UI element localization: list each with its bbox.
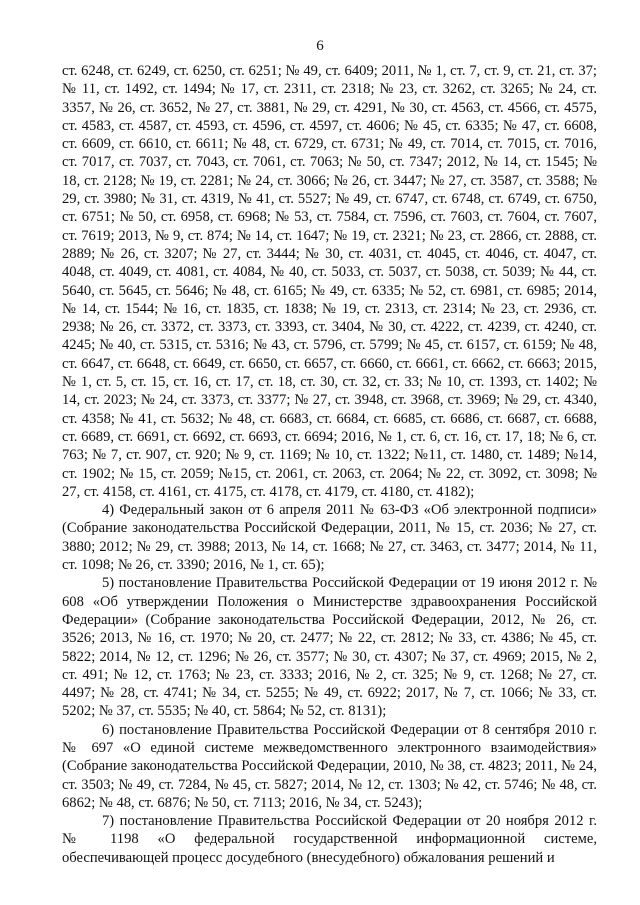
- paragraph-citations-continued: ст. 6248, ст. 6249, ст. 6250, ст. 6251; № 49, ст. 6409; 2011, № 1, ст. 7, ст. 9, ст. 21, ст. 37; № 11, ст. 1492, ст. 1494; № 17, ст. 2311, ст. 2318; № 23, ст. 3262, ст. 3265; № 24, ст. 3357, № 26, ст. 3652, № 27, ст. 3881, № 29, ст. 4291, № 30, ст. 4563, ст. 4566, ст. 4575, ст. 4583, ст. 4587, ст. 4593, ст. 4596, ст. 4597, ст. 4606; № 45, ст. 6335; № 47, ст. 6608, ст. 6609, ст. 6610, ст. 6611; № 48, ст. 6729, ст. 6731; № 49, ст. 7014, ст. 7015, ст. 7016, ст. 7017, ст. 7037, ст. 7043, ст. 7061, ст. 7063; № 50, ст. 7347; 2012, № 14, ст. 1545; № 18, ст. 2128; № 19, ст. 2281; № 24, ст. 3066; № 26, ст. 3447; № 27, ст. 3587, ст. 3588; № 29, ст. 3980; № 31, ст. 4319, № 41, ст. 5527; № 49, ст. 6747, ст. 6748, ст. 6749, ст. 6750, ст. 6751; № 50, ст. 6958, ст. 6968; № 53, ст. 7584, ст. 7596, ст. 7603, ст. 7604, ст. 7607, ст. 7619; 2013, № 9, ст. 874; № 14, ст. 1647; № 19, ст. 2321; № 23, ст. 2866, ст. 2888, ст. 2889; № 26, ст. 3207; № 27, ст. 3444; № 30, ст. 4031, ст. 4045, ст. 4046, ст. 4047, ст. 4048, ст. 4049, ст. 4081, ст. 4084, № 40, ст. 5033, ст. 5037, ст. 5038, ст. 5039; № 44, ст. 5640, ст. 5645, ст. 5646; № 48, ст. 6165; № 49, ст. 6335; № 52, ст. 6981, ст. 6985; 2014, № 14, ст. 1544; № 16, ст. 1835, ст. 1838; № 19, ст. 2313, ст. 2314; № 23, ст. 2936, ст. 2938; № 26, ст. 3372, ст. 3373, ст. 3393, ст. 3404, № 30, ст. 4222, ст. 4239, ст. 4240, ст. 4245; № 40, ст. 5315, ст. 5316; № 43, ст. 5796, ст. 5799; № 45, ст. 6157, ст. 6159; № 48, ст. 6647, ст. 6648, ст. 6649, ст. 6650, ст. 6657, ст. 6660, ст. 6661, ст. 6662, ст. 6663; 2015, № 1, ст. 5, ст. 15, ст. 16, ст. 17, ст. 18, ст. 30, ст. 32, ст. 33; № 10, ст. 1393, ст. 1402; № 14, ст. 2023; № 24, ст. 3373, ст. 3377; № 27, ст. 3948, ст. 3968, ст. 3969; № 29, ст. 4340, ст. 4358; № 41, ст. 5632; № 48, ст. 6683, ст. 6684, ст. 6685, ст. 6686, ст. 6687, ст. 6688, ст. 6689, ст. 6691, ст. 6692, ст. 6693, ст. 6694; 2016, № 1, ст. 6, ст. 16, ст. 17, 18; № 6, ст. 763; № 7, ст. 907, ст. 920; № 9, ст. 1169; № 10, ст. 1322; №11, ст. 1480, ст. 1489; №14, ст. 1902; № 15, ст. 2059; №15, ст. 2061, ст. 2063, ст. 2064; № 22, ст. 3092, ст. 3098; № 27, ст. 4158, ст. 4161, ст. 4175, ст. 4178, ст. 4179, ст. 4180, ст. 4182);: [62, 63, 597, 500]
- list-item-4: 4) Федеральный закон от 6 апреля 2011 № 63-ФЗ «Об электронной подписи» (Собрание законодательства Российской Федерации, 2011, № 15, ст. 2036; № 27, ст. 3880; 2012; № 29, ст. 3988; 2013, № 14, ст. 1668; № 27, ст. 3463, ст. 3477; 2014, № 11, ст. 1098; № 26, ст. 3390; 2016, № 1, ст. 65);: [62, 502, 597, 574]
- list-item-6: 6) постановление Правительства Российской Федерации от 8 сентября 2010 г. № 697 «О единой системе межведомственного электронного взаимодействия» (Собрание законодательства Российской Федерации, 2010, № 38, ст. 4823; 2011, № 24, ст. 3503; № 49, ст. 7284, № 45, ст. 5827; 2014, № 12, ст. 1303; № 42, ст. 5746; № 48, ст. 6862; № 48, ст. 6876; № 50, ст. 7113; 2016, № 34, ст. 5243);: [62, 721, 597, 811]
- document-body: [62, 62, 597, 867]
- list-item-7: 7) постановление Правительства Российской Федерации от 20 ноября 2012 г. № 1198 «О федеральной государственной информационной системе, обеспечивающей процесс досудебного (внесудебного) обжалования решений и: [62, 813, 597, 866]
- list-item-5: 5) постановление Правительства Российской Федерации от 19 июня 2012 г. № 608 «Об утверждении Положения о Министерстве здравоохранения Российской Федерации» (Собрание законодательства Российской Федерации, 2012, № 26, ст. 3526; 2013, № 16, ст. 1970; № 20, ст. 2477; № 22, ст. 2812; № 33, ст. 4386; № 45, ст. 5822; 2014, № 12, ст. 1296; № 26, ст. 3577; № 30, ст. 4307; № 37, ст. 4969; 2015, № 2, ст. 491; № 12, ст. 1763; № 23, ст. 3333; 2016, № 2, ст. 325; № 9, ст. 1268; № 27, ст. 4497; № 28, ст. 4741; № 34, ст. 5255; № 49, ст. 6922; 2017, № 7, ст. 1066; № 33, ст. 5202; № 37, ст. 5535; № 40, ст. 5864; № 52, ст. 8131);: [62, 575, 597, 720]
- page-number: 6: [316, 38, 324, 54]
